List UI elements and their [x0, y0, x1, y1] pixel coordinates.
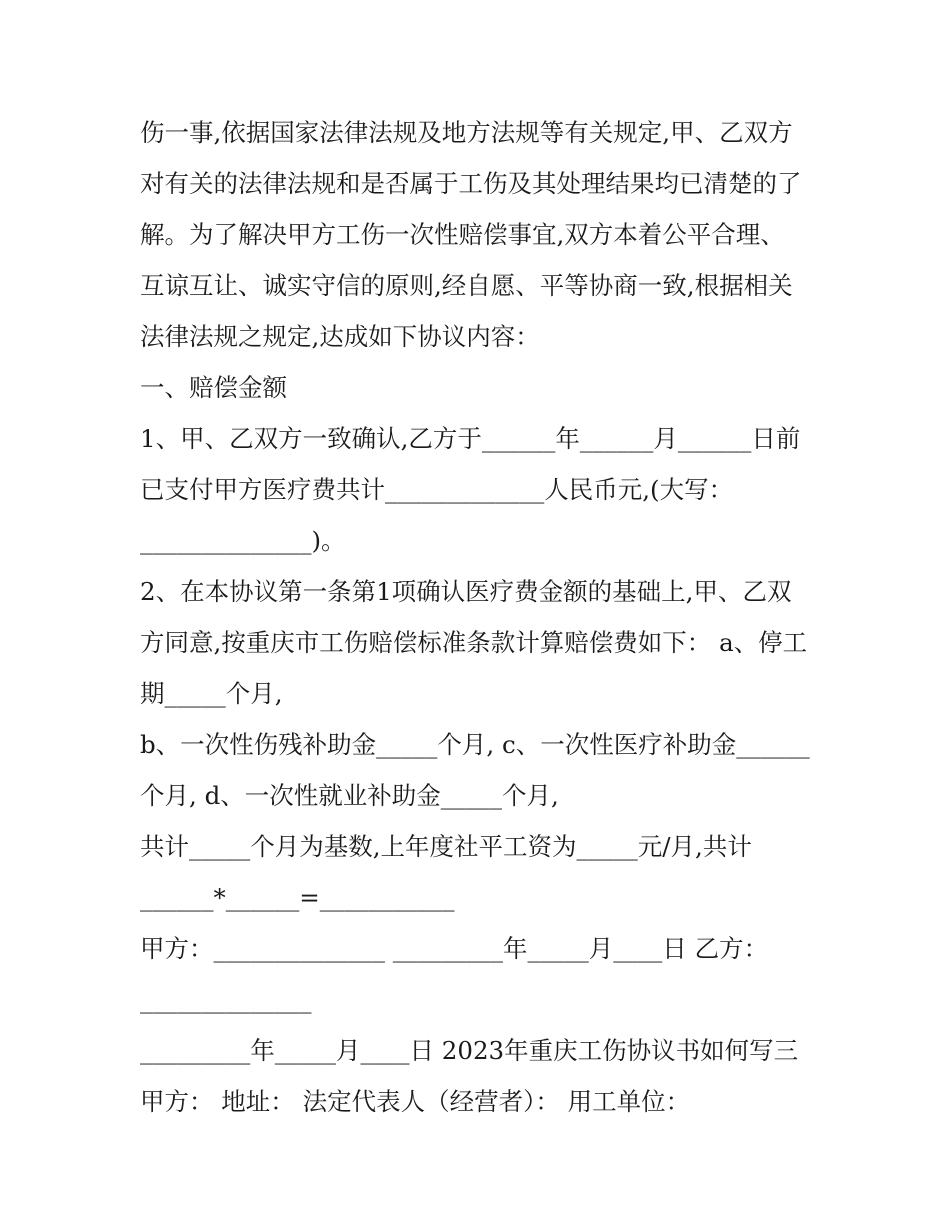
text-line: b、一次性伤残补助金_____个月, c、一次性医疗补助金______	[140, 730, 810, 759]
text-line: 甲方： 地址： 法定代表人（经营者）： 用工单位：	[140, 1087, 691, 1116]
text-line: 1、甲、乙双方一致确认,乙方于______年______月______日前	[140, 424, 801, 453]
text-line: 已支付甲方医疗费共计_____________人民币元,(大写：	[140, 475, 734, 504]
text-line: ______________)。	[140, 526, 346, 555]
text-line: 伤一事,依据国家法律法规及地方法规等有关规定,甲、乙双方	[140, 118, 793, 147]
text-line: 互谅互让、诚实守信的原则,经自愿、平等协商一致,根据相关	[140, 271, 793, 300]
document-body	[140, 107, 840, 1127]
text-line: 个月, d、一次性就业补助金_____个月,	[140, 781, 559, 810]
text-line: 法律法规之规定,达成如下协议内容：	[140, 322, 540, 351]
text-line: 期_____个月,	[140, 679, 283, 708]
text-line: 共计_____个月为基数,上年度社平工资为_____元/月,共计	[140, 832, 752, 861]
text-line: _________年_____月____日 2023年重庆工伤协议书如何写三	[140, 1036, 799, 1065]
text-line: 解。为了解决甲方工伤一次性赔偿事宜,双方本着公平合理、	[140, 220, 785, 249]
text-line: 对有关的法律法规和是否属于工伤及其处理结果均已清楚的了	[140, 169, 802, 198]
signature-line: 甲方：______________ _________年_____月____日 乙方：	[140, 934, 769, 963]
signature-line: ______________	[140, 985, 312, 1014]
text-line: 方同意,按重庆市工伤赔偿标准条款计算赔偿费如下： a、停工	[140, 628, 808, 657]
text-line: ______*______=___________	[140, 883, 455, 912]
section-heading: 一、赔偿金额	[140, 373, 287, 402]
text-line: 2、在本协议第一条第1项确认医疗费金额的基础上,甲、乙双	[140, 577, 792, 606]
